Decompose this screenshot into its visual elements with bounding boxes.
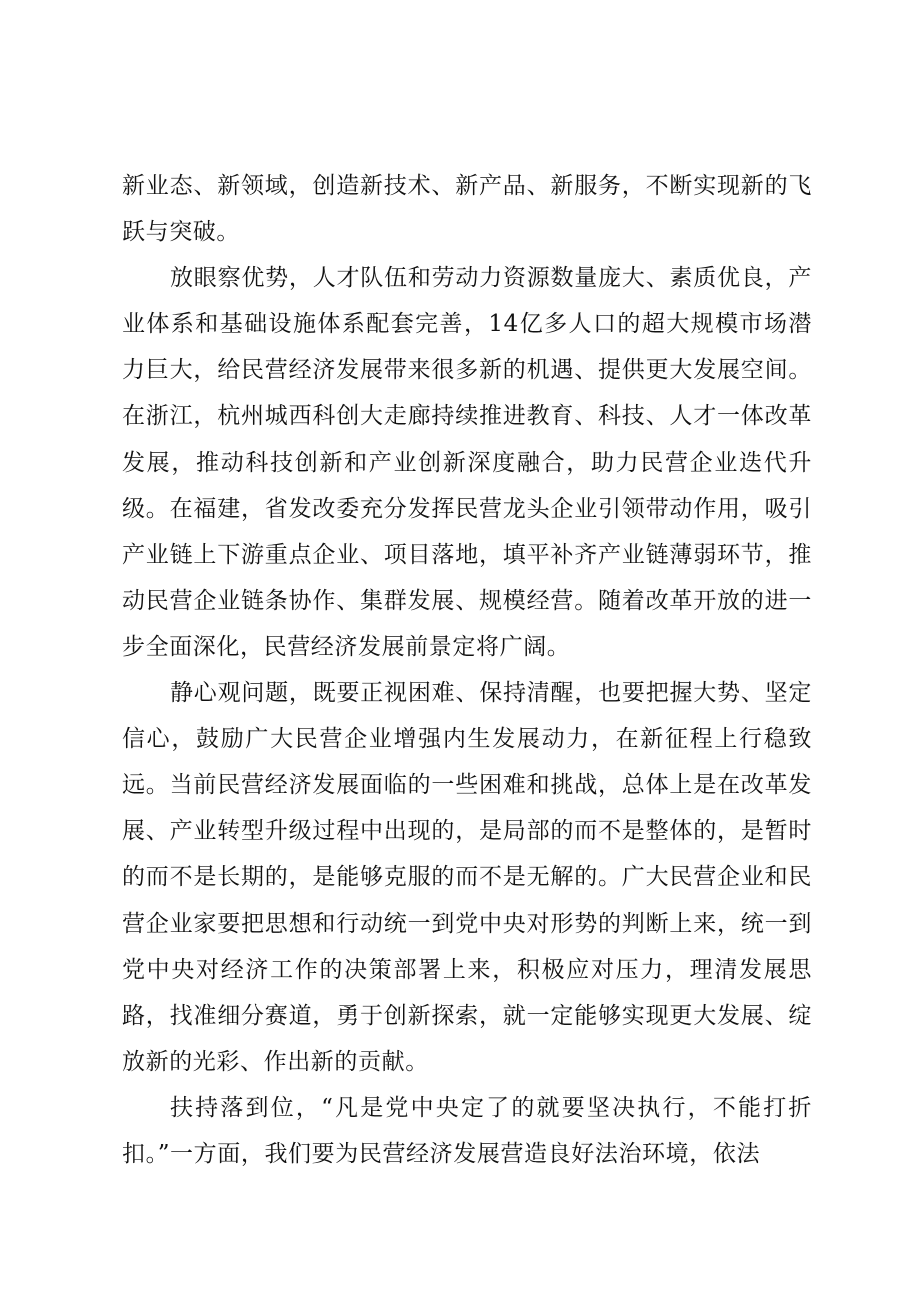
paragraph-problems: 静心观问题，既要正视困难、保持清醒，也要把握大势、坚定信心，鼓励广大民营企业增强内生发展动力，在新征程上行稳致远。当前民营经济发展面临的一些困难和挑战，总体上是在改革发展、产业转型升级过程中出现的，是局部的而不是整体的，是暂时的而不是长期的，是能够克服的而不是无解的。广大民营企业和民营企业家要把思想和行动统一到党中央对形势的判断上来，统一到党中央对经济工作的决策部署上来，积极应对压力，理清发展思路，找准细分赛道，勇于创新探索，就一定能够实现更大发展、绽放新的光彩、作出新的贡献。	[122, 680, 812, 1075]
paragraph-support: 扶持落到位，“凡是党中央定了的就要坚决执行，不能打折扣。”一方面，我们要为民营经济发展营造良好法治环境，依法	[122, 1094, 812, 1167]
paragraph-advantages: 放眼察优势，人才队伍和劳动力资源数量庞大、素质优良，产业体系和基础设施体系配套完善，14亿多人口的超大规模市场潜力巨大，给民营经济发展带来很多新的机遇、提供更大发展空间。在浙江，杭州城西科创大走廊持续推进教育、科技、人才一体改革发展，推动科技创新和产业创新深度融合，助力民营企业迭代升级。在福建，省发改委充分发挥民营龙头企业引领带动作用，吸引产业链上下游重点企业、项目落地，填平补齐产业链薄弱环节，推动民营企业链条协作、集群发展、规模经营。随着改革开放的进一步全面深化，民营经济发展前景定将广阔。	[122, 265, 812, 660]
article-body	[122, 163, 812, 1177]
paragraph-continuation: 新业态、新领域，创造新技术、新产品、新服务，不断实现新的飞跃与突破。	[122, 173, 812, 246]
